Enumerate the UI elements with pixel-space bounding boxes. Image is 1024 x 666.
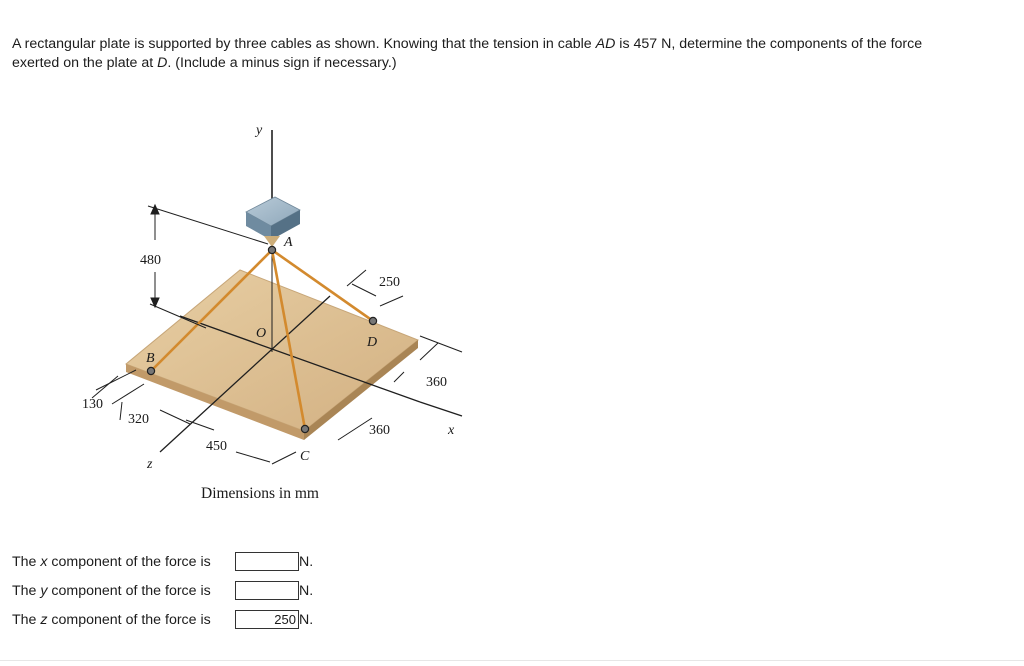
unit-x: N. bbox=[299, 554, 314, 570]
answer-label-y: The y component of the force is bbox=[12, 583, 211, 599]
point-b-marker bbox=[147, 367, 154, 374]
cable-label: AD bbox=[595, 36, 616, 52]
y-axis-label: y bbox=[256, 123, 263, 138]
dimension-130: 130 bbox=[82, 397, 103, 412]
x-component-input[interactable] bbox=[235, 552, 299, 571]
point-c-label: C bbox=[300, 449, 310, 464]
unit-z: N. bbox=[299, 612, 314, 628]
dimension-360-bottom: 360 bbox=[369, 423, 390, 438]
dimension-450: 450 bbox=[206, 439, 227, 454]
point-d-label: D bbox=[367, 335, 378, 350]
bottom-divider bbox=[0, 660, 1024, 661]
answer-label-x: The x component of the force is bbox=[12, 554, 211, 570]
point-a-marker bbox=[268, 246, 275, 253]
question-part-2: is 457 N, determine the components of the force exerted on the plate at bbox=[12, 36, 923, 71]
point-a-label: A bbox=[284, 235, 293, 250]
dimension-320: 320 bbox=[128, 412, 149, 427]
figure-caption: Dimensions in mm bbox=[201, 485, 319, 502]
dimension-360-right: 360 bbox=[426, 375, 447, 390]
x-axis-label: x bbox=[448, 423, 455, 438]
answer-label-z: The z component of the force is bbox=[12, 612, 211, 628]
z-axis-label: z bbox=[147, 457, 153, 472]
question-part-1: A rectangular plate is supported by three cables as shown. Knowing that the tension in cable bbox=[12, 36, 596, 52]
dimension-250: 250 bbox=[379, 275, 400, 290]
point-d-marker bbox=[369, 317, 376, 324]
y-component-input[interactable] bbox=[235, 581, 299, 600]
point-c-marker bbox=[301, 425, 308, 432]
unit-y: N. bbox=[299, 583, 314, 599]
point-label: D bbox=[157, 55, 168, 71]
question-part-3: . (Include a minus sign if necessary.) bbox=[167, 55, 397, 71]
point-b-label: B bbox=[146, 351, 155, 366]
point-o-label: O bbox=[256, 326, 267, 341]
dimension-480: 480 bbox=[140, 253, 161, 268]
z-component-input[interactable] bbox=[235, 610, 299, 629]
